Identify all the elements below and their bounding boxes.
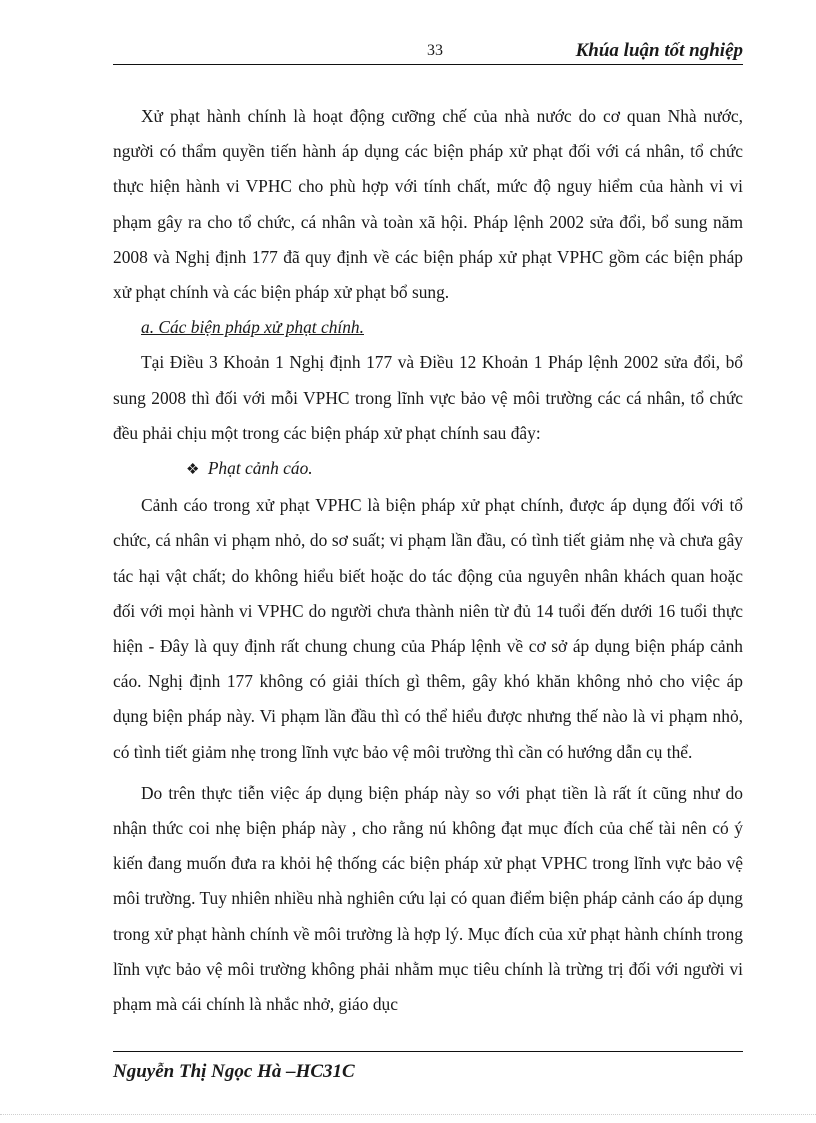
subheading-a: a. Các biện pháp xử phạt chính.: [141, 317, 364, 338]
body-text: [113, 99, 743, 1022]
footer-author: Nguyễn Thị Ngọc Hà –HC31C: [113, 1061, 355, 1082]
diamond-bullet-icon: ❖: [186, 462, 200, 479]
page-header: [113, 40, 743, 65]
footer-divider: [113, 1051, 743, 1052]
bullet-item-warning: [113, 451, 743, 488]
page-number: 33: [427, 42, 443, 59]
paragraph-3: Cảnh cáo trong xử phạt VPHC là biện pháp xử phạt chính, được áp dụng đối với tổ chức, cá nhân vi phạm nhỏ, do sơ suất; vi phạm lần đầu, có tình tiết giảm nhẹ và chưa gây tác hại vật chất; do không hiểu biết hoặc do tác động của nguyên nhân khách quan hoặc đối với mọi hành vi VPHC do người chưa thành niên từ đủ 14 tuổi đến dưới 16 tuổi thực hiện - Đây là quy định rất chung chung của Pháp lệnh về cơ sở áp dụng biện pháp cảnh cáo. Nghị định 177 không có giải thích gì thêm, gây khó khăn không nhỏ cho việc áp dụng biện pháp này. Vi phạm lần đầu thì có thể hiểu được nhưng thế nào là vi phạm nhỏ, có tình tiết giảm nhẹ trong lĩnh vực bảo vệ môi trường thì cần có hướng dẫn cụ thể.: [113, 495, 743, 762]
paragraph-1: Xử phạt hành chính là hoạt động cưỡng chế của nhà nước do cơ quan Nhà nước, người có thẩm quyền tiến hành áp dụng các biện pháp xử phạt đối với cá nhân, tổ chức thực hiện hành vi VPHC cho phù hợp với tính chất, mức độ nguy hiểm của hành vi vi phạm gây ra cho tổ chức, cá nhân và toàn xã hội. Pháp lệnh 2002 sửa đổi, bổ sung năm 2008 và Nghị định 177 đã quy định về các biện pháp xử phạt VPHC gồm các biện pháp xử phạt chính và các biện pháp xử phạt bổ sung.: [113, 106, 743, 303]
document-title: Khúa luận tốt nghiệp: [575, 40, 743, 61]
paragraph-4: Do trên thực tiễn việc áp dụng biện pháp này so với phạt tiền là rất ít cũng như do nhận thức coi nhẹ biện pháp này , cho rằng nú không đạt mục đích của chế tài nên có ý kiến đang muốn đưa ra khỏi hệ thống các biện pháp xử phạt VPHC trong lĩnh vực bảo vệ môi trường. Tuy nhiên nhiều nhà nghiên cứu lại có quan điểm biện pháp cảnh cáo áp dụng trong xử phạt hành chính về môi trường là hợp lý. Mục đích của xử phạt hành chính trong lĩnh vực bảo vệ môi trường không phải nhằm mục tiêu chính là trừng trị đối với người vi phạm mà cái chính là nhắc nhở, giáo dục: [113, 782, 743, 1015]
paragraph-2: Tại Điều 3 Khoản 1 Nghị định 177 và Điều 12 Khoản 1 Pháp lệnh 2002 sửa đổi, bổ sung 2008 thì đối với mỗi VPHC trong lĩnh vực bảo vệ môi trường các cá nhân, tổ chức đều phải chịu một trong các biện pháp xử phạt chính sau đây:: [113, 352, 743, 443]
page-bottom-border: [0, 1114, 816, 1115]
bullet-item-label: Phạt cảnh cáo.: [207, 458, 313, 479]
